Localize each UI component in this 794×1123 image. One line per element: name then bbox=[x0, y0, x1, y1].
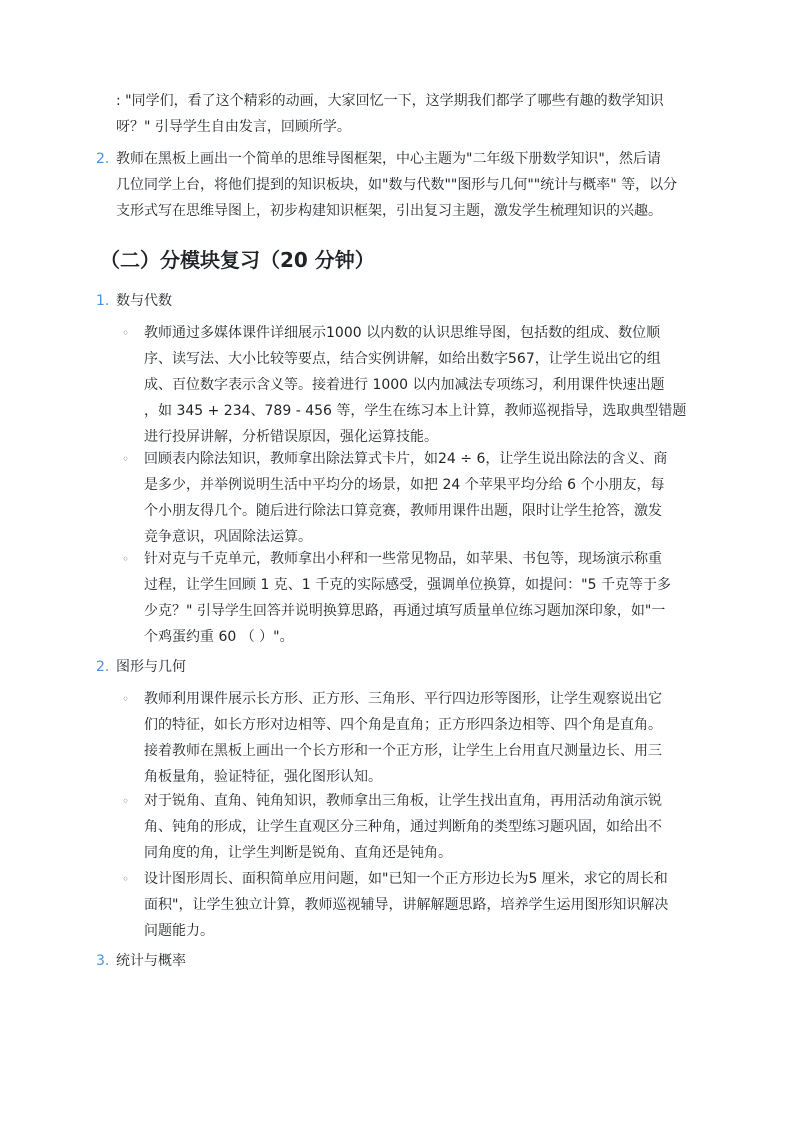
bullet-text: 设计图形周长、面积简单应用问题，如"已知一个正方形边长为5 厘米，求它的周长和 面积"，让学生独立计算，教师巡视辅导，讲解解题思路，培养学生运用图形知识解决 问题能力。 bbox=[144, 871, 669, 939]
list-number: 3. bbox=[96, 953, 110, 969]
list-item bbox=[122, 446, 712, 550]
bullet-icon: ◦ bbox=[122, 326, 130, 340]
bullet-text: 回顾表内除法知识，教师拿出除法算式卡片，如24 ÷ 6，让学生说出除法的含义、商 是多少，并举例说明生活中平均分的场景，如把 24 个苹果平均分给 6 个小朋友，每 个小朋友得几个。随后进行除法口算竞赛，教师用课件出题，限时让学生抢答，激发 竞争意识，巩固除法运算。 bbox=[144, 451, 668, 545]
bullet-text: 教师利用课件展示长方形、正方形、三角形、平行四边形等图形，让学生观察说出它 们的特征，如长方形对边相等、四个角是直角；正方形四条边相等、四个角是直角。 接着教师在黑板上画出一个长方形和一个正方形，让学生上台用直尺测量边长、用三 角板量角，验证特征，强化图形认知。 bbox=[144, 691, 662, 785]
bullet-icon: ◦ bbox=[122, 692, 130, 706]
bullet-icon: ◦ bbox=[122, 452, 130, 466]
module-geometry bbox=[96, 654, 716, 680]
list-item bbox=[122, 546, 712, 650]
module-title: 图形与几何 bbox=[116, 659, 186, 675]
intro-list-item-2 bbox=[96, 146, 716, 224]
intro-continuation-text: : "同学们，看了这个精彩的动画，大家回忆一下，这学期我们都学了哪些有趣的数学知识 呀？" 引导学生自由发言，回顾所学。 bbox=[116, 93, 664, 135]
bullet-icon: ◦ bbox=[122, 552, 130, 566]
section-heading: （二）分模块复习（20 分钟） bbox=[100, 248, 375, 272]
module-title: 数与代数 bbox=[116, 293, 172, 309]
bullet-text: 教师通过多媒体课件详细展示1000 以内数的认识思维导图，包括数的组成、数位顺 序、读写法、大小比较等要点，结合实例讲解，如给出数字567，让学生说出它的组 成、百位数字表示含义等。接着进行 1000 以内加减法专项练习，利用课件快速出题 ，如 345 + 234、789 - 456 等，学生在练习本上计算，教师巡视指导，选取典型错题 进行投屏讲解，分析错误原因，强化运算技能。 bbox=[144, 325, 687, 445]
list-number: 2. bbox=[96, 659, 110, 675]
module-number-and-algebra bbox=[96, 288, 716, 314]
list-item bbox=[122, 686, 712, 790]
module-statistics-probability bbox=[96, 948, 716, 974]
list-number: 1. bbox=[96, 293, 110, 309]
module-title: 统计与概率 bbox=[116, 953, 186, 969]
list-item bbox=[122, 788, 712, 866]
bullet-icon: ◦ bbox=[122, 872, 130, 886]
list-number: 2. bbox=[96, 151, 110, 167]
list-item-text: 教师在黑板上画出一个简单的思维导图框架，中心主题为"二年级下册数学知识"，然后请 几位同学上台，将他们提到的知识板块，如"数与代数""图形与几何""统计与概率" 等，以分 支形式写在思维导图上，初步构建知识框架，引出复习主题，激发学生梳理知识的兴趣。 bbox=[116, 151, 678, 219]
bullet-text: 对于锐角、直角、钝角知识，教师拿出三角板，让学生找出直角，再用活动角演示锐 角、钝角的形成，让学生直观区分三种角，通过判断角的类型练习题巩固，如给出不 同角度的角，让学生判断是锐角、直角还是钝角。 bbox=[144, 793, 662, 861]
list-item bbox=[122, 320, 712, 450]
bullet-text: 针对克与千克单元，教师拿出小秤和一些常见物品，如苹果、书包等，现场演示称重 过程，让学生回顾 1 克、1 千克的实际感受，强调单位换算，如提问："5 千克等于多 少克？" 引导学生回答并说明换算思路，再通过填写质量单位练习题加深印象，如"一 个鸡蛋约重 60 （ ）"。 bbox=[144, 551, 671, 645]
list-item bbox=[122, 866, 712, 944]
bullet-icon: ◦ bbox=[122, 794, 130, 808]
